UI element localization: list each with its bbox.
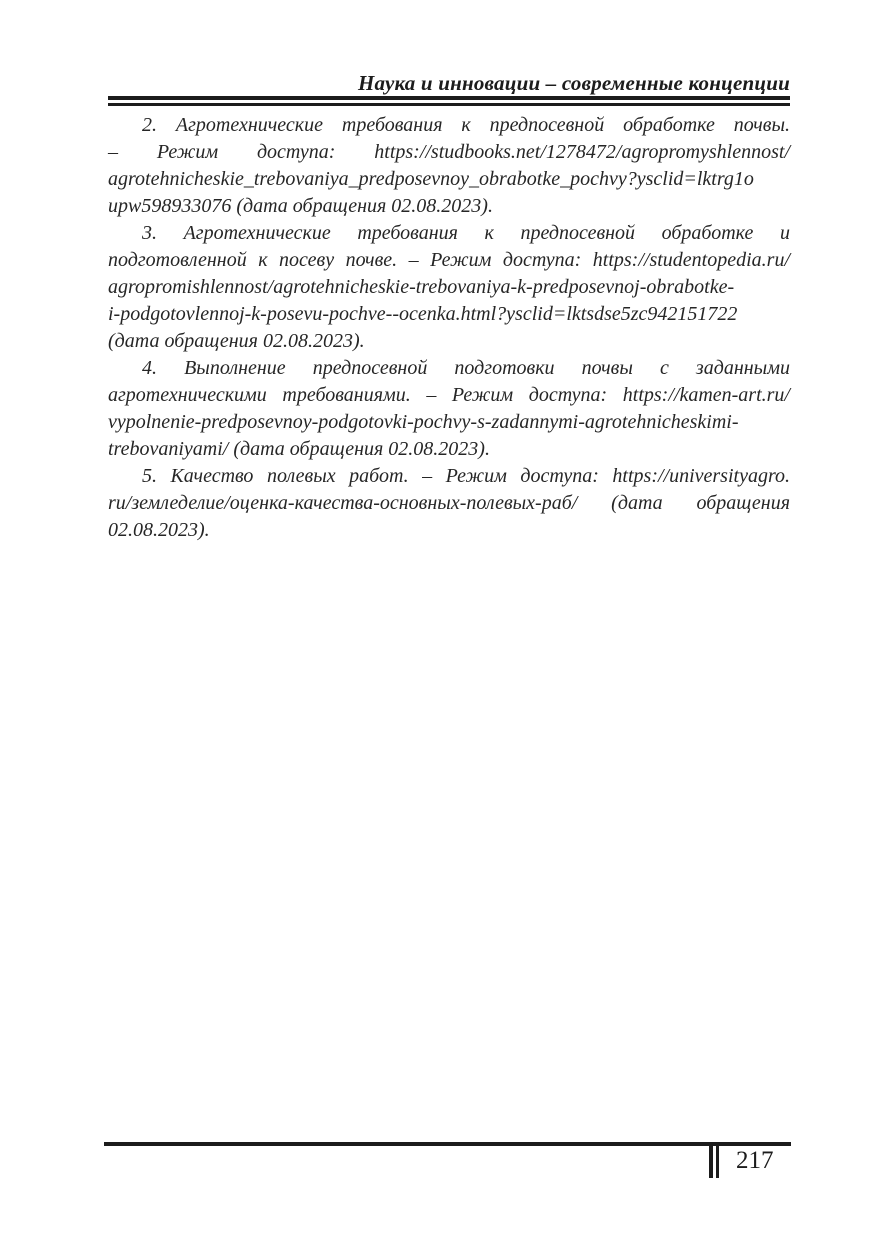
page-number: 217 [736,1147,774,1174]
reference-line: – Режим доступа: https://studbooks.net/1278472/agropromyshlennost/ [108,141,790,163]
reference-line: i-podgotovlennoj-k-posevu-pochve--ocenka.html?ysclid=lktsdse5zc942151722 [108,303,738,325]
reference-item [108,355,790,463]
footer-double-bar [709,1142,719,1178]
reference-line: trebovaniyami/ (дата обращения 02.08.2023). [108,438,490,460]
footer-rule [104,1142,791,1146]
reference-line: подготовленной к посеву почве. – Режим доступа: https://studentopedia.ru/ [108,249,790,271]
reference-item [108,463,790,544]
header-rule-bottom [108,103,790,106]
reference-line: vypolnenie-predposevnoy-podgotovki-pochvy-s-zadannymi-agrotehnicheskimi- [108,411,739,433]
reference-line: 2. Агротехнические требования к предпосевной обработке почвы. [142,114,790,136]
reference-line: 02.08.2023). [108,519,210,541]
running-head-title: Наука и инновации – современные концепции [357,71,790,95]
reference-line: upw598933076 (дата обращения 02.08.2023). [108,195,493,217]
reference-line: agropromishlennost/agrotehnicheskie-trebovaniya-k-predposevnoj-obrabotke- [108,276,735,298]
header-rule-top [108,96,790,100]
reference-line: ru/земледелие/оценка-качества-основных-полевых-раб/ (дата обращения [108,492,790,514]
reference-line: 4. Выполнение предпосевной подготовки почвы с заданными [142,357,790,379]
reference-item [108,112,790,220]
reference-line: агротехническими требованиями. – Режим доступа: https://kamen-art.ru/ [108,384,790,406]
references-list [108,112,790,544]
reference-line: (дата обращения 02.08.2023). [108,330,365,352]
reference-line: 5. Качество полевых работ. – Режим доступа: https://universityagro. [142,465,790,487]
reference-line: 3. Агротехнические требования к предпосевной обработке и [142,222,790,244]
reference-item [108,220,790,355]
reference-line: agrotehnicheskie_trebovaniya_predposevnoy_obrabotke_pochvy?ysclid=lktrg1o [108,168,754,190]
